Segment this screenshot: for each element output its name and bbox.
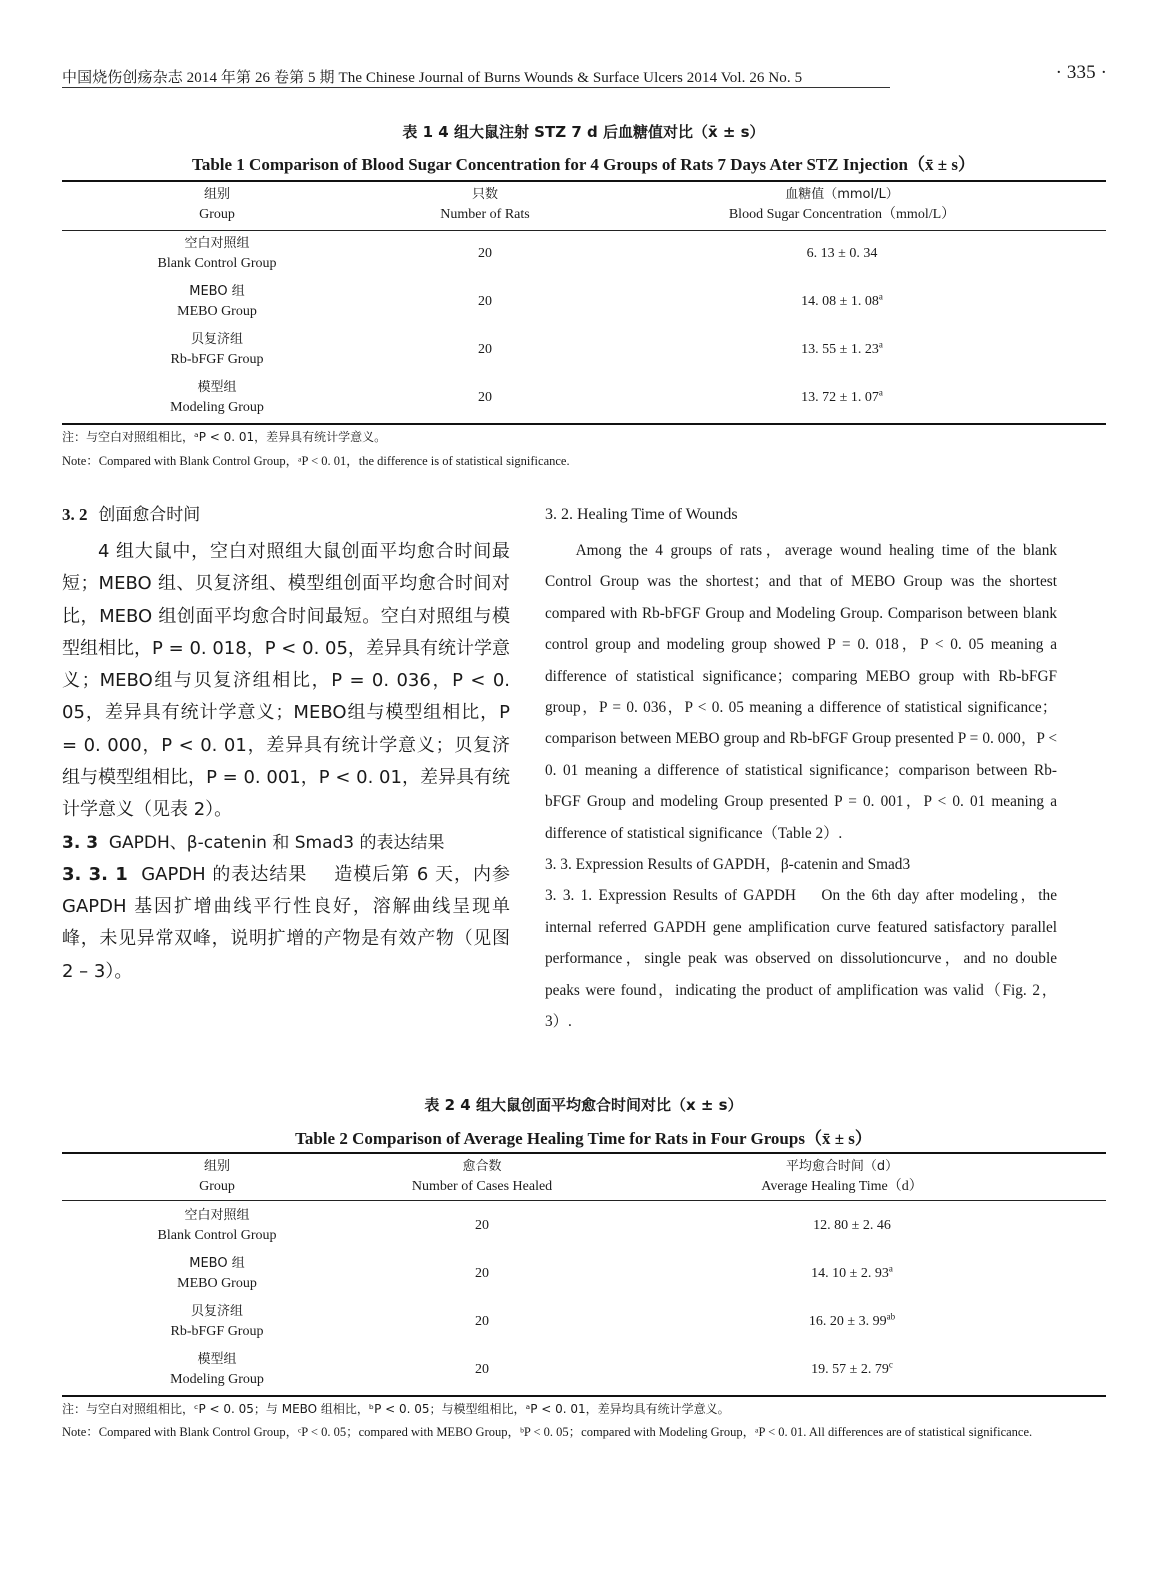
table2-note-en: Note：Compared with Blank Control Group，ᶜP < 0. 05；compared with MEBO Group，ᵇP < 0. 05；compared with Modeling Group，ᵃP < 0. 01. All differences are of statistical significance.	[62, 1425, 1033, 1439]
table2-header-rule	[62, 1200, 1106, 1201]
right-column	[545, 503, 1057, 1038]
paragraph-gapdh-cn: 3. 3. 1 GAPDH 的表达结果 造模后第 6 天，内参 GAPDH 基因扩增曲线平行性良好，溶解曲线呈现单峰，未见异常双峰，说明扩增的产物是有效产物（见图 2 – 3）。	[62, 863, 510, 982]
table2-header-group: 组别 Group	[199, 1159, 235, 1194]
table1-bottom-rule	[62, 423, 1106, 425]
paragraph-gapdh-en: 3. 3. 1. Expression Results of GAPDH On the 6th day after modeling，the internal referred GAPDH gene amplification curve featured satisfactory parallel performance，single peak was observed on dissolutioncurve，and no double peaks were found，indicating the product of amplification was valid（Fig. 2，3）.	[545, 887, 1057, 1031]
left-column	[62, 502, 510, 988]
table1-top-rule	[62, 180, 1106, 182]
table2-top-rule	[62, 1152, 1106, 1154]
table1-header-group: 组别 Group	[199, 187, 235, 222]
table2-caption-cn: 表 2 4 组大鼠创面平均愈合时间对比（x ± s）	[424, 1096, 743, 1114]
table2-header-value: 平均愈合时间（d） Average Healing Time（d）	[761, 1159, 923, 1194]
table2: 组别 Group 愈合数 Number of Cases Healed 平均愈合时间（d） Average Healing Time（d） 空白对照组 Blank Control Group 20 12. 80 ± 2. 46 MEBO 组 MEBO Group 20 14. 10 ± 2. 93$^a$ 贝复济组 Rb-bFGF Group 20 16. 20 ± 3. $99^{ab}$ 模型组 Modeling Group 20 19. 57 ± 2. 79$^c$	[62, 1152, 1106, 1398]
journal-citation: 中国烧伤创疡杂志 2014 年第 26 卷第 5 期 The Chinese Journal of Burns Wounds & Surface Ulcers 2014 Vol. 26 No. 5	[62, 70, 803, 86]
header-rule	[62, 87, 890, 88]
table1-header-rule	[62, 230, 1106, 231]
paragraph-healing-time-cn: 4 组大鼠中，空白对照组大鼠创面平均愈合时间最短；MEBO 组、贝复济组、模型组创面平均愈合时间对比，MEBO 组创面平均愈合时间最短。空白对照组与模型组相比，P = 0. 018，P < 0. 05，差异具有统计学意义；MEBO组与贝复济组相比，P = 0. 036，P < 0. 05，差异具有统计学意义；MEBO组与模型组相比，P = 0. 000，P < 0. 01，差异具有统计学意义；贝复济组与模型组相比，P = 0. 001，P < 0. 01，差异具有统计学意义（见表 2）。	[62, 541, 510, 821]
table1-header-number: 只数 Number of Rats	[440, 187, 530, 222]
table1-header-value: 血糖值（mmol/L） Blood Sugar Concentration（mmol/L）	[728, 187, 956, 222]
table1-caption-en: Table 1 Comparison of Blood Sugar Concentration for 4 Groups of Rats 7 Days Ater STZ Injection（x̄ ± s）	[192, 155, 975, 174]
table1-note-cn: 注：与空白对照组相比，ᵃP < 0. 01，差异具有统计学意义。	[62, 430, 387, 444]
section-heading-3-2-en: 3. 2. Healing Time of Wounds	[545, 506, 738, 523]
table2-header-healed: 愈合数 Number of Cases Healed	[411, 1159, 553, 1194]
running-header	[62, 62, 1107, 88]
section-heading-3-2-cn: 3. 2 创面愈合时间	[62, 505, 201, 525]
table1: 组别 Group 只数 Number of Rats 血糖值（mmol/L） Blood Sugar Concentration（mmol/L） 空白对照组 Blank Control Group 20 6. 13 ± 0. 34 MEBO 组 MEBO Group 20 14. 08 ± 1. 08$^a$ 贝复济组 Rb-bFGF Group 20 13. 55 ± 1. 23$^a$ 模型组 Modeling Group 20 13. 72 ± 1. 07$^a$	[62, 180, 1106, 426]
table2-bottom-rule	[62, 1395, 1106, 1397]
table1-note-en: Note：Compared with Blank Control Group，ᵃP < 0. 01，the difference is of statistical significance.	[62, 454, 570, 468]
table2-caption-en: Table 2 Comparison of Average Healing Time for Rats in Four Groups（x̄ ± s）	[295, 1129, 872, 1148]
paragraph-healing-time-en: Among the 4 groups of rats，average wound healing time of the blank Control Group was the shortest；and that of MEBO Group was the shortest compared with Rb-bFGF Group and Modeling Group. Comparison between blank control group and modeling group showed P = 0. 018，P < 0. 05 meaning a difference of statistical significance；comparing MEBO group with Rb-bFGF group，P = 0. 036，P < 0. 05 meaning a difference of statistical significance；comparison between MEBO group and Rb-bFGF Group presented P = 0. 000，P < 0. 01 meaning a difference of statistical significance；comparison between Rb-bFGF Group and modeling Group presented P = 0. 001，P < 0. 01 meaning a difference of statistical significance（Table 2）.	[545, 542, 1057, 842]
section-heading-3-3-en: 3. 3. Expression Results of GAPDH，β-catenin and Smad3	[545, 856, 911, 874]
table2-note-cn: 注：与空白对照组相比，ᶜP < 0. 05；与 MEBO 组相比，ᵇP < 0. 05；与模型组相比，ᵃP < 0. 01，差异均具有统计学意义。	[62, 1402, 730, 1416]
page-number: · 335 ·	[1055, 62, 1107, 83]
section-heading-3-3-cn: 3. 3 GAPDH、β-catenin 和 Smad3 的表达结果	[62, 832, 445, 853]
table1-caption-cn: 表 1 4 组大鼠注射 STZ 7 d 后血糖值对比（x̄ ± s）	[402, 123, 765, 141]
